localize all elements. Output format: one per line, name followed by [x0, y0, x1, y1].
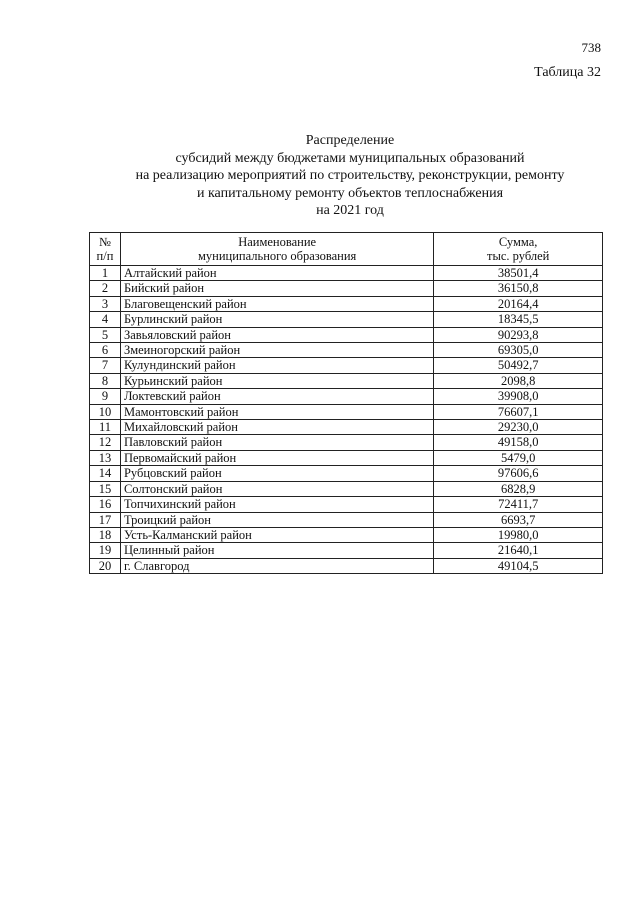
municipality-name: Завьяловский район	[120, 327, 433, 342]
table-row	[90, 404, 603, 419]
document-heading	[60, 132, 639, 220]
subsidy-amount: 36150,8	[434, 281, 603, 296]
row-number: 8	[90, 373, 121, 388]
subsidy-amount: 18345,5	[434, 312, 603, 327]
row-number: 16	[90, 497, 121, 512]
municipality-name: Усть-Калманский район	[120, 527, 433, 542]
table-row	[90, 558, 603, 573]
row-number: 4	[90, 312, 121, 327]
table-row	[90, 512, 603, 527]
subsidy-amount: 29230,0	[434, 420, 603, 435]
municipality-name: Мамонтовский район	[120, 404, 433, 419]
municipality-name: Павловский район	[120, 435, 433, 450]
row-number: 9	[90, 389, 121, 404]
subsidy-amount: 76607,1	[434, 404, 603, 419]
row-number: 5	[90, 327, 121, 342]
table-row	[90, 312, 603, 327]
table-label: Таблица 32	[534, 65, 601, 80]
subsidy-amount: 49104,5	[434, 558, 603, 573]
municipality-name: Алтайский район	[120, 266, 433, 281]
table-row	[90, 358, 603, 373]
row-number: 17	[90, 512, 121, 527]
municipality-name: Рубцовский район	[120, 466, 433, 481]
row-number: 1	[90, 266, 121, 281]
table-row	[90, 327, 603, 342]
header-municipality: Наименование муниципального образования	[120, 233, 433, 266]
subsidy-amount: 97606,6	[434, 466, 603, 481]
page-number: 738	[581, 40, 601, 55]
table-row	[90, 420, 603, 435]
table-row	[90, 281, 603, 296]
subsidies-table	[89, 232, 603, 574]
table-row	[90, 343, 603, 358]
header-amount: Сумма, тыс. рублей	[434, 233, 603, 266]
municipality-name: Солтонский район	[120, 481, 433, 496]
row-number: 10	[90, 404, 121, 419]
heading-line: субсидий между бюджетами муниципальных образований	[175, 150, 525, 166]
municipality-name: г. Славгород	[120, 558, 433, 573]
row-number: 18	[90, 527, 121, 542]
subsidy-amount: 21640,1	[434, 543, 603, 558]
row-number: 3	[90, 296, 121, 311]
municipality-name: Бийский район	[120, 281, 433, 296]
municipality-name: Троицкий район	[120, 512, 433, 527]
row-number: 6	[90, 343, 121, 358]
table-row	[90, 435, 603, 450]
subsidy-amount: 38501,4	[434, 266, 603, 281]
subsidy-amount: 72411,7	[434, 497, 603, 512]
subsidy-amount: 6828,9	[434, 481, 603, 496]
municipality-name: Михайловский район	[120, 420, 433, 435]
subsidy-amount: 49158,0	[434, 435, 603, 450]
municipality-name: Первомайский район	[120, 450, 433, 465]
subsidy-amount: 2098,8	[434, 373, 603, 388]
subsidy-amount: 5479,0	[434, 450, 603, 465]
subsidy-amount: 50492,7	[434, 358, 603, 373]
municipality-name: Курьинский район	[120, 373, 433, 388]
subsidy-amount: 90293,8	[434, 327, 603, 342]
municipality-name: Локтевский район	[120, 389, 433, 404]
table-row	[90, 527, 603, 542]
heading-line: на реализацию мероприятий по строительству, реконструкции, ремонту	[135, 168, 565, 183]
table-header-row	[90, 233, 603, 266]
header-number: № п/п	[90, 233, 121, 266]
table-row	[90, 296, 603, 311]
table-row	[90, 266, 603, 281]
subsidy-amount: 6693,7	[434, 512, 603, 527]
row-number: 11	[90, 420, 121, 435]
subsidy-amount: 20164,4	[434, 296, 603, 311]
heading-line: и капитальному ремонту объектов теплоснабжения	[196, 185, 504, 201]
row-number: 12	[90, 435, 121, 450]
subsidy-amount: 69305,0	[434, 343, 603, 358]
municipality-name: Целинный район	[120, 543, 433, 558]
row-number: 13	[90, 450, 121, 465]
municipality-name: Змеиногорский район	[120, 343, 433, 358]
row-number: 7	[90, 358, 121, 373]
table-row	[90, 497, 603, 512]
row-number: 14	[90, 466, 121, 481]
table-row	[90, 481, 603, 496]
municipality-name: Кулундинский район	[120, 358, 433, 373]
municipality-name: Благовещенский район	[120, 296, 433, 311]
subsidy-amount: 39908,0	[434, 389, 603, 404]
municipality-name: Бурлинский район	[120, 312, 433, 327]
table-row	[90, 466, 603, 481]
heading-line: Распределение	[305, 133, 395, 148]
row-number: 19	[90, 543, 121, 558]
row-number: 2	[90, 281, 121, 296]
table-body	[90, 266, 603, 574]
row-number: 20	[90, 558, 121, 573]
row-number: 15	[90, 481, 121, 496]
table-row	[90, 543, 603, 558]
table-row	[90, 450, 603, 465]
table-row	[90, 373, 603, 388]
municipality-name: Топчихинский район	[120, 497, 433, 512]
table-row	[90, 389, 603, 404]
heading-line: на 2021 год	[316, 203, 384, 218]
subsidy-amount: 19980,0	[434, 527, 603, 542]
